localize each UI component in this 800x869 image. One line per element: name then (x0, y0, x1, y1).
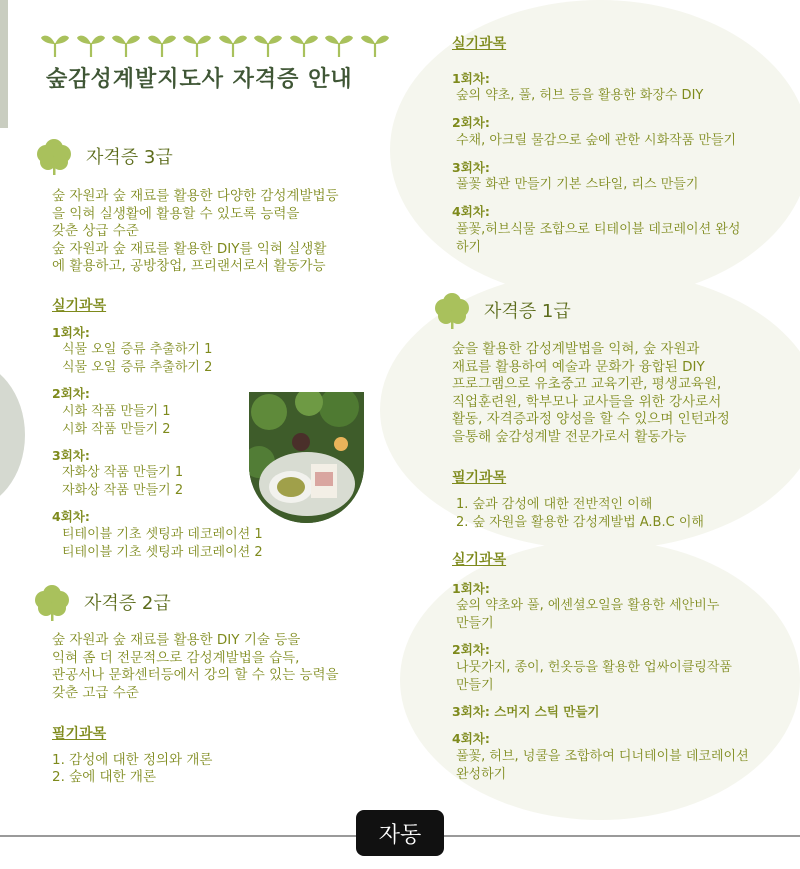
section-title: 실기과목 (52, 298, 107, 314)
session-item: 수채, 아크릴 물감으로 숲에 관한 시화작품 만들기 (456, 132, 737, 148)
level1-heading (432, 290, 571, 330)
level3-heading-text: 자격증 3급 (86, 147, 173, 168)
session-label: 3회차: 스머지 스틱 만들기 (452, 703, 600, 719)
level1-written (452, 470, 704, 532)
desc-line: 관공서나 문화센터등에서 강의 할 수 있는 능력을 (52, 667, 339, 683)
level3-description (52, 188, 339, 276)
session-item: 풀꽃,허브식물 조합으로 티테이블 데코레이션 완성 (456, 221, 741, 237)
desc-line: 을 익혀 실생활에 활용할 수 있도록 능력을 (52, 205, 300, 222)
session-item: 하기 (456, 239, 482, 255)
session-label: 2회차: (452, 642, 490, 657)
session-label: 1회차: (452, 70, 490, 86)
session-item: 시화 작품 만들기 1 (62, 403, 171, 419)
section-title: 필기과목 (52, 726, 107, 742)
desc-line: 재료를 활용하여 예술과 문화가 융합된 DIY (452, 358, 705, 375)
level3-heading (34, 136, 173, 176)
session-item: 만들기 (456, 677, 494, 693)
session-item: 완성하기 (456, 766, 507, 782)
tea-table-photo (249, 392, 364, 523)
desc-line: 숲 자원과 숲 재료를 활용한 DIY를 익혀 실생활 (52, 240, 327, 257)
session-label: 4회차: (452, 731, 490, 746)
clover-icon (34, 136, 74, 176)
session-item: 시화 작품 만들기 2 (62, 421, 171, 437)
level2-practical (452, 36, 740, 257)
sprout-icon (289, 31, 319, 57)
session-item: 식물 오일 증류 추출하기 1 (62, 342, 213, 357)
level1-practical (452, 552, 749, 784)
auto-button[interactable]: 자동 (356, 810, 444, 856)
desc-line: 숲을 활용한 감성계발법을 익혀, 숲 자원과 (452, 341, 700, 357)
session-label: 3회차: (52, 447, 90, 463)
sprout-icon (182, 31, 212, 57)
desc-line: 직업훈련원, 학부모나 교사들을 위한 강사로서 (452, 393, 722, 410)
section-title: 실기과목 (452, 36, 507, 52)
level1-heading-text: 자격증 1급 (484, 301, 571, 322)
session-label: 1회차: (452, 580, 490, 596)
session-label: 2회차: (452, 115, 490, 130)
sprout-icon (147, 31, 177, 57)
desc-line: 에 활용하고, 공방창업, 프리랜서로서 활동가능 (52, 258, 326, 274)
section-title: 필기과목 (452, 470, 507, 486)
clover-icon (432, 290, 472, 330)
sprout-icon (253, 31, 283, 57)
level2-description (52, 632, 339, 702)
level2-heading-text: 자격증 2급 (84, 593, 171, 614)
session-label: 4회차: (52, 509, 90, 524)
written-item: 2. 숲 자원을 활용한 감성계발법 A.B.C 이해 (456, 514, 704, 530)
sprout-icon (76, 31, 106, 57)
sprout-icon (360, 31, 390, 57)
sprout-icon (324, 31, 354, 57)
written-item: 2. 숲에 대한 개론 (52, 769, 156, 785)
session-label: 4회차: (452, 204, 490, 219)
clover-icon (32, 582, 72, 622)
level2-written (52, 726, 212, 787)
session-item: 숲의 약초, 풀, 허브 등을 활용한 화장수 DIY (456, 88, 704, 103)
desc-line: 갖춘 상급 수준 (52, 223, 139, 239)
written-item: 1. 감성에 대한 정의와 개론 (52, 751, 213, 768)
sprout-icon (111, 31, 141, 57)
desc-line: 프로그램으로 유초중고 교육기관, 평생교육원, (452, 376, 722, 392)
desc-line: 갖춘 고급 수준 (52, 684, 139, 701)
session-label: 1회차: (52, 324, 90, 340)
desc-line: 숲 자원과 숲 재료를 활용한 DIY 기술 등을 (52, 632, 301, 648)
left-decor-circle (0, 360, 25, 510)
left-decor-bar (0, 0, 8, 128)
session-item: 자화상 작품 만들기 1 (62, 465, 184, 480)
session-item: 티테이블 기초 셋팅과 데코레이션 2 (62, 544, 263, 560)
session-label: 3회차: (452, 159, 490, 175)
sprout-border (40, 31, 390, 57)
session-label: 2회차: (52, 386, 90, 401)
session-item: 티테이블 기초 셋팅과 데코레이션 1 (62, 526, 263, 542)
desc-line: 을통해 숲감성계발 전문가로서 활동가능 (452, 428, 687, 445)
session-item: 풀꽃, 허브, 넝쿨을 조합하여 디너테이블 데코레이션 (456, 748, 749, 764)
session-item: 만들기 (456, 616, 494, 631)
sprout-icon (218, 31, 248, 57)
level1-description (452, 341, 730, 446)
level2-heading (32, 582, 171, 622)
session-item: 자화상 작품 만들기 2 (62, 483, 184, 498)
section-title: 실기과목 (452, 552, 507, 568)
session-item: 숲의 약초와 풀, 에센셜오일을 활용한 세안비누 (456, 598, 720, 613)
session-item: 식물 오일 증류 추출하기 2 (62, 360, 213, 375)
session-item: 나뭇가지, 종이, 헌옷등을 활용한 업싸이클링작품 (456, 659, 732, 675)
desc-line: 익혀 좀 더 전문적으로 감성계발법을 습득, (52, 649, 300, 666)
desc-line: 활동, 자격증과정 양성을 할 수 있으며 인턴과정 (452, 411, 730, 427)
level3-practical (52, 298, 263, 562)
sprout-icon (40, 31, 70, 57)
desc-line: 숲 자원과 숲 재료를 활용한 다양한 감성계발법등 (52, 188, 339, 204)
page-title: 숲감성계발지도사 자격증 안내 (46, 67, 353, 92)
written-item: 1. 숲과 감성에 대한 전반적인 이해 (456, 496, 653, 512)
session-item: 풀꽃 화관 만들기 기본 스타일, 리스 만들기 (456, 177, 699, 192)
